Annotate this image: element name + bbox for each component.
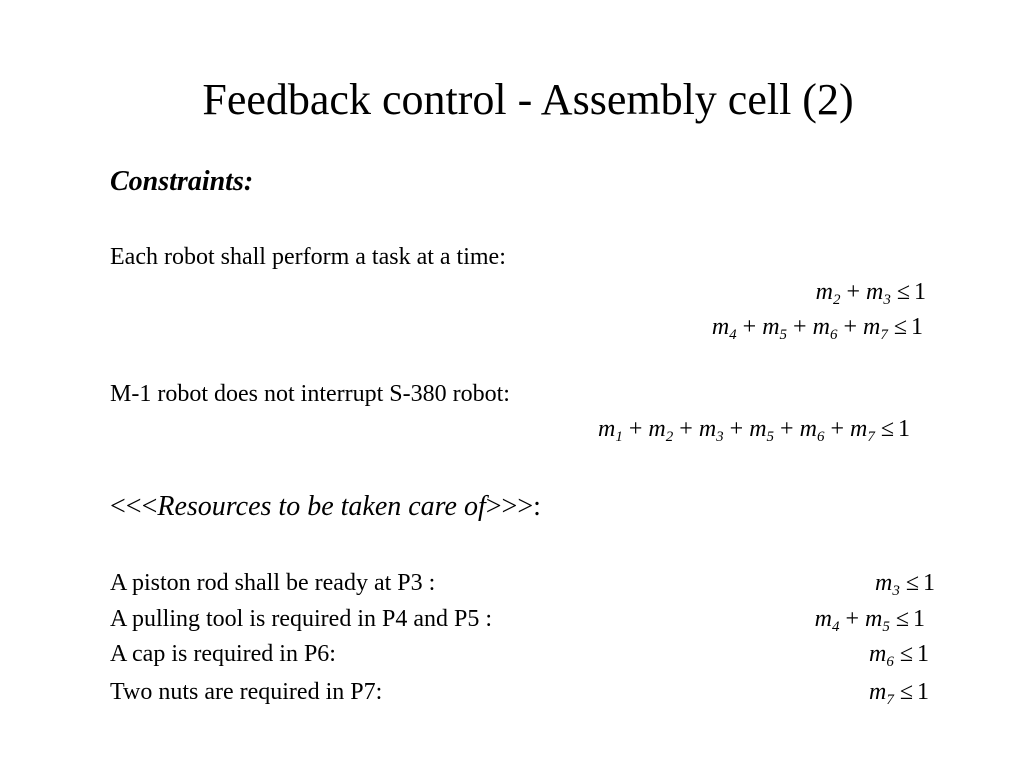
leq-operator: ≤ [895, 606, 909, 632]
bound-value: 1 [917, 679, 929, 705]
interrupt-constraint-text: M-1 robot does not interrupt S-380 robot: [110, 381, 510, 407]
equation-m7 [869, 677, 929, 707]
resources-prefix: <<< [110, 491, 158, 522]
variable-m-5: $m_5$ [749, 416, 775, 445]
plus-operator: + [628, 416, 643, 442]
variable-m-3: $m_3$ [865, 279, 891, 308]
leq-operator: ≤ [899, 679, 913, 705]
resources-heading [110, 490, 541, 524]
bound-value: 1 [914, 279, 926, 305]
equation-m3 [875, 568, 935, 598]
variable-m-3: $m_3$ [874, 570, 900, 599]
plus-operator: + [679, 416, 693, 442]
variable-m-7: $m_7$ [868, 679, 894, 708]
resource-row-cap [110, 639, 336, 669]
leq-operator: ≤ [899, 641, 913, 667]
equation-m1-m7 [598, 414, 910, 444]
variable-m-2: $m_2$ [815, 279, 841, 308]
resource-row-label: Two nuts are required in P7: [110, 679, 383, 705]
variable-m-5: $m_5$ [864, 606, 890, 635]
resource-row-colon: : [422, 570, 436, 596]
variable-m-7: $m_7$ [862, 314, 888, 343]
resources-label: Resources to be taken care of [157, 491, 486, 522]
variable-m-6: $m_6$ [812, 314, 838, 343]
variable-m-2: $m_2$ [648, 416, 674, 445]
variable-m-6: $m_6$ [868, 641, 894, 670]
variable-m-4: $m_4$ [814, 606, 840, 635]
plus-operator: + [845, 606, 859, 632]
plus-operator: + [830, 416, 844, 442]
bound-value: 1 [911, 314, 923, 340]
plus-operator: + [793, 314, 807, 340]
leq-operator: ≤ [893, 314, 907, 340]
plus-operator: + [729, 416, 744, 442]
plus-operator: + [846, 279, 860, 305]
task-constraint-text: Each robot shall perform a task at a time: [110, 244, 506, 270]
resource-row-label: A piston rod shall be ready at P3 [110, 570, 423, 596]
resources-colon: : [533, 491, 541, 522]
constraints-heading: Constraints: [110, 166, 254, 197]
bound-value: 1 [917, 641, 929, 667]
resource-row-pulling-tool [110, 604, 492, 634]
bound-value: 1 [913, 606, 925, 632]
resource-row-label: A cap is required in P6: [110, 641, 336, 667]
leq-operator: ≤ [880, 416, 894, 442]
resource-row-nuts [110, 677, 382, 707]
variable-m-4: $m_4$ [711, 314, 737, 343]
variable-m-7: $m_7$ [849, 416, 875, 445]
leq-operator: ≤ [905, 570, 919, 596]
plus-operator: + [742, 314, 757, 340]
bound-value: 1 [898, 416, 910, 442]
resources-suffix: >>> [485, 491, 534, 522]
equation-m4-m7 [712, 312, 923, 342]
slide-title: Feedback control - Assembly cell (2) [202, 75, 854, 124]
equation-m6 [869, 639, 929, 669]
leq-operator: ≤ [896, 279, 910, 305]
variable-m-1: $m_1$ [598, 416, 623, 445]
equation-m4-m5 [815, 604, 925, 634]
plus-operator: + [780, 416, 794, 442]
resource-row-label: A pulling tool is required in P4 and P5 : [110, 606, 492, 632]
bound-value: 1 [923, 570, 935, 596]
variable-m-3: $m_3$ [698, 416, 724, 445]
resource-row-piston [110, 568, 435, 598]
variable-m-6: $m_6$ [799, 416, 825, 445]
equation-m2-m3 [816, 277, 926, 307]
variable-m-5: $m_5$ [762, 314, 788, 343]
plus-operator: + [843, 314, 857, 340]
